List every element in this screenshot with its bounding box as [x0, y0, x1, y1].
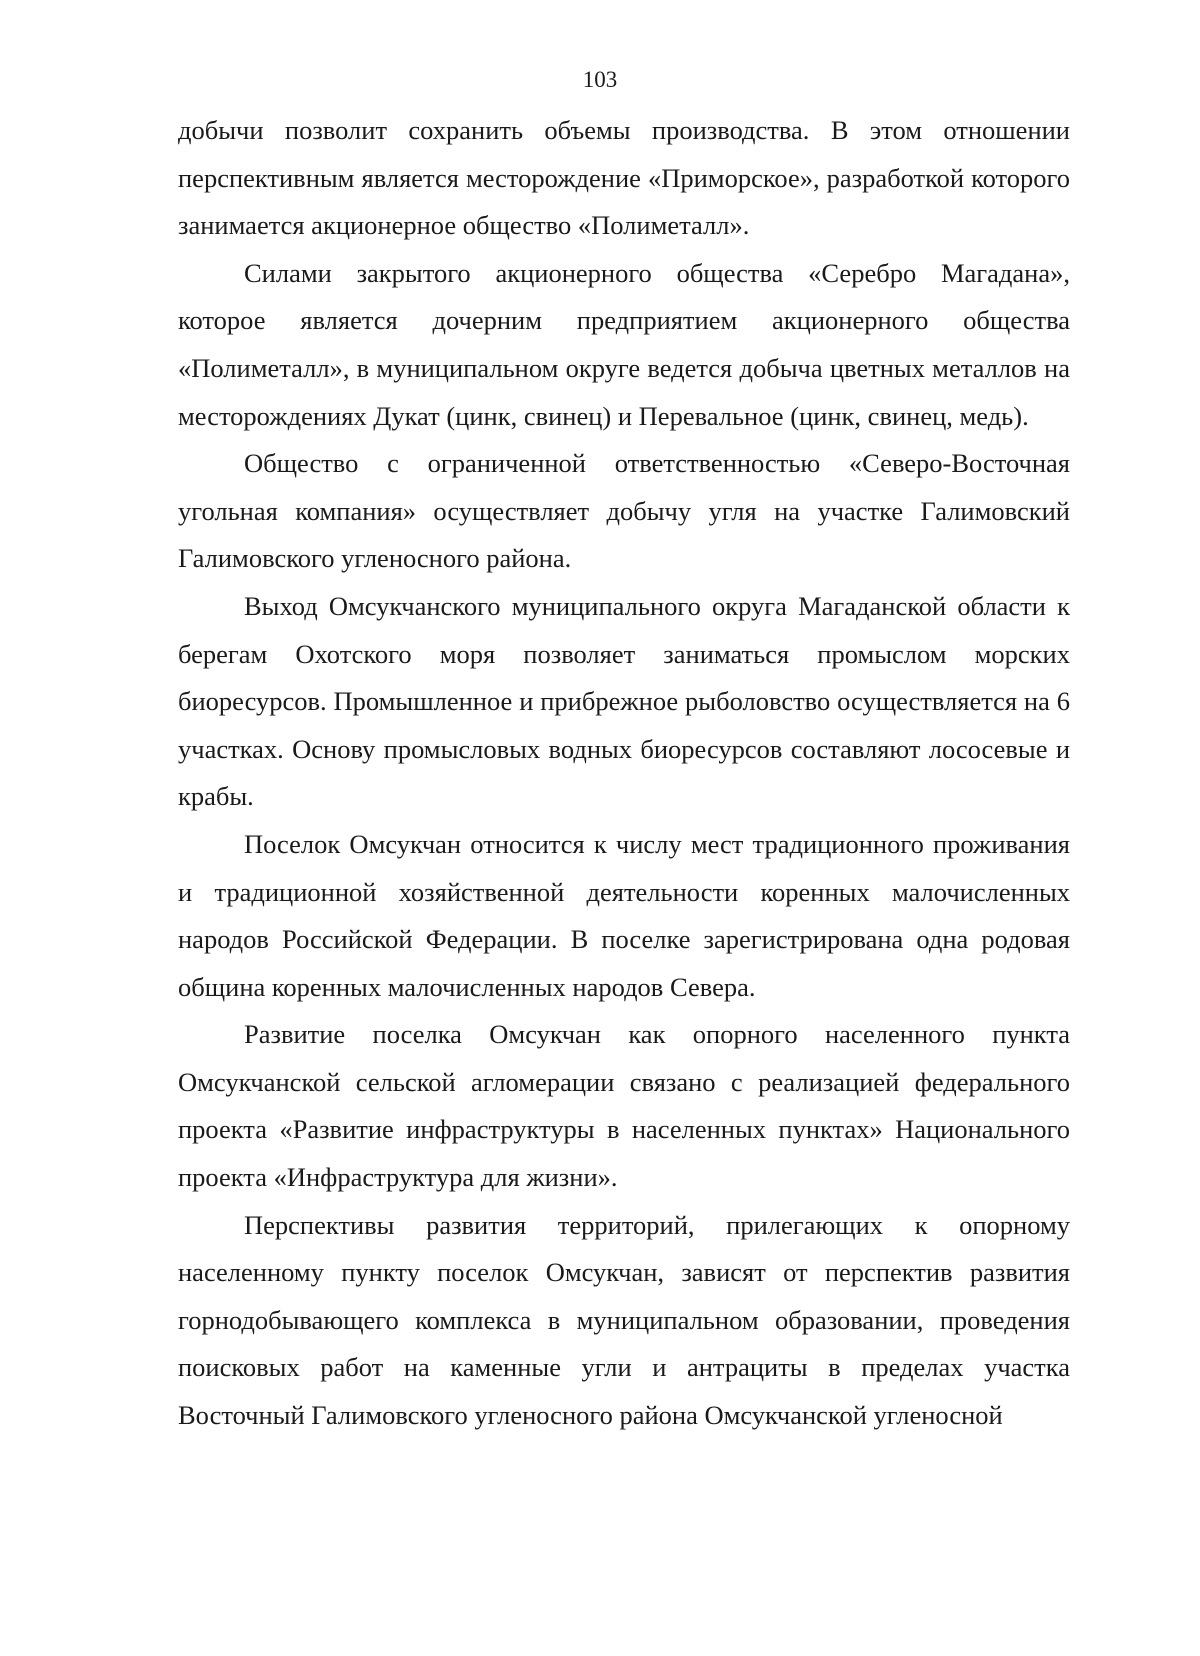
paragraph-perspectives: Перспективы развития территорий, прилегающих к опорному населенному пункту поселок Омсукчан, зависят от перспектив развития горнодобывающего комплекса в муниципальном образовании, проведения поисковых работ на каменные угли и антрациты в пределах участка Восточный Галимовского угленосного района Омсукчанской угленосной: [178, 1209, 1070, 1431]
page-number: 103: [582, 67, 618, 92]
paragraph-coal-company: Общество с ограниченной ответственностью «Северо-Восточная угольная компания» осуществляет добычу угля на участке Галимовский Галимовского угленосного района.: [178, 448, 1070, 574]
paragraph-continuation: добычи позволит сохранить объемы производства. В этом отношении перспективным является месторождение «Приморское», разработкой которого занимается акционерное общество «Полиметалл».: [178, 115, 1070, 241]
document-body: [178, 107, 1070, 1440]
paragraph-agglomeration: Развитие поселка Омсукчан как опорного населенного пункта Омсукчанской сельской агломерации связано с реализацией федерального проекта «Развитие инфраструктуры в населенных пунктах» Национального проекта «Инфраструктура для жизни».: [178, 1019, 1070, 1193]
paragraph-silver-of-magadan: Силами закрытого акционерного общества «Серебро Магадана», которое является дочерним предприятием акционерного общества «Полиметалл», в муниципальном округе ведется добыча цветных металлов на месторождениях Дукат (цинк, свинец) и Перевальное (цинк, свинец, медь).: [178, 257, 1070, 431]
paragraph-fishing: Выход Омсукчанского муниципального округа Магаданской области к берегам Охотского моря позволяет заниматься промыслом морских биоресурсов. Промышленное и прибрежное рыболовство осуществляется на 6 участках. Основу промысловых водных биоресурсов составляют лососевые и крабы.: [178, 590, 1070, 812]
paragraph-indigenous-peoples: Поселок Омсукчан относится к числу мест традиционного проживания и традиционной хозяйственной деятельности коренных малочисленных народов Российской Федерации. В поселке зарегистрирована одна родовая община коренных малочисленных народов Севера.: [178, 828, 1070, 1002]
